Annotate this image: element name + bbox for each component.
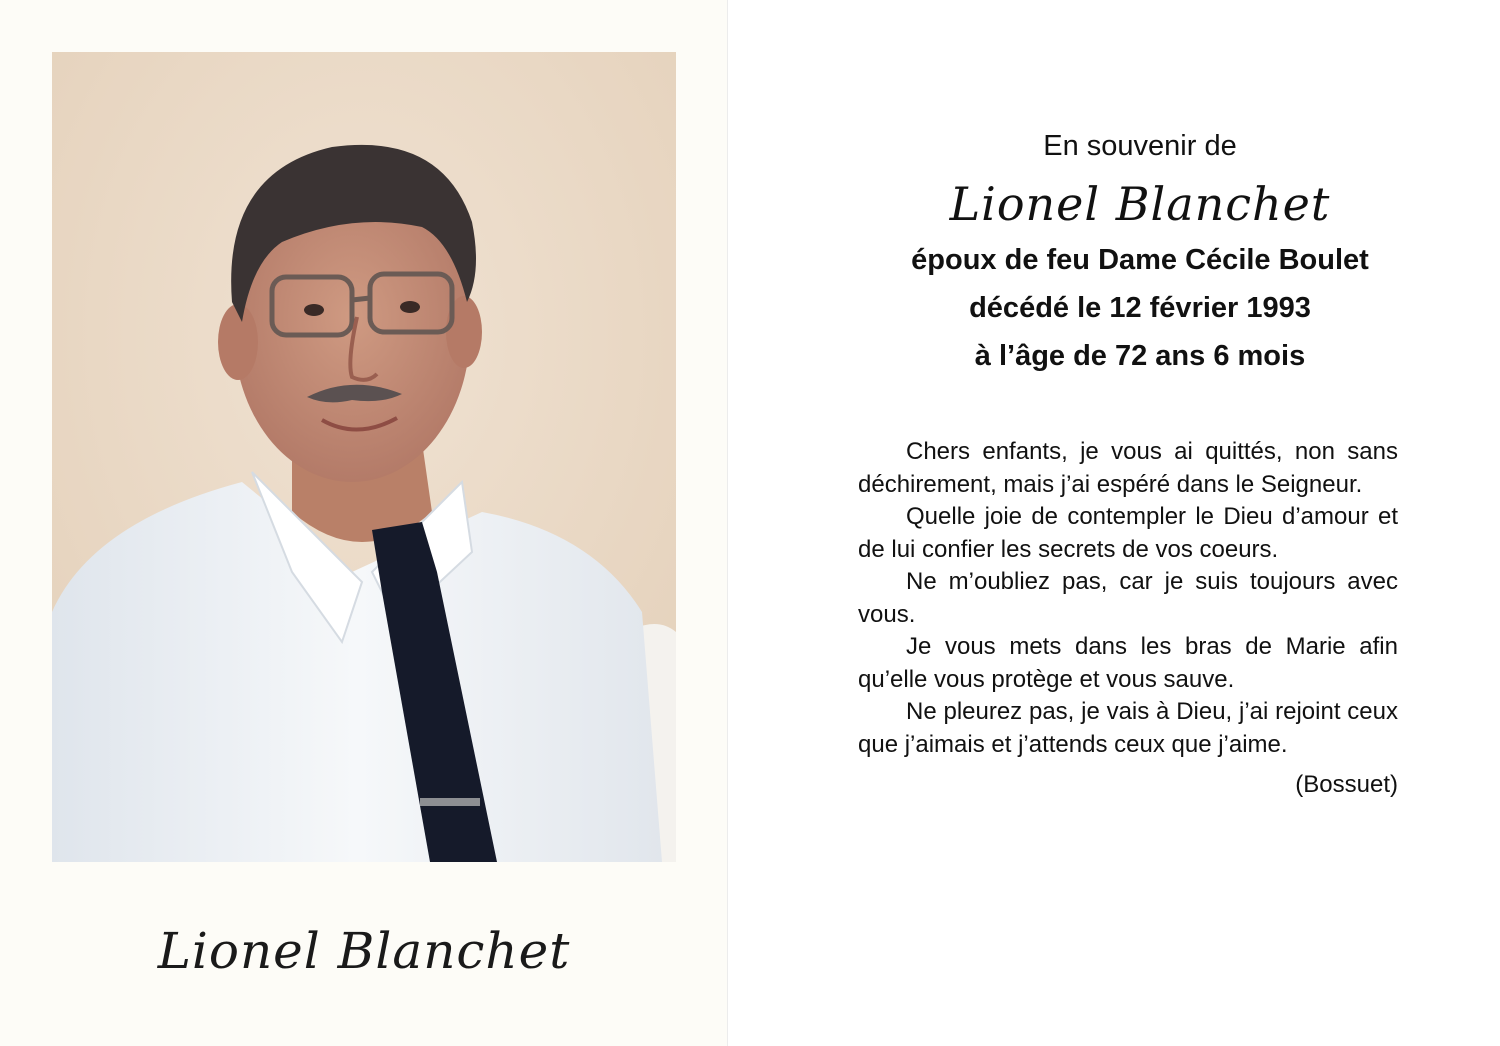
poem-paragraph: Je vous mets dans les bras de Marie afin qu’elle vous protège et vous sauve. (858, 633, 1398, 693)
death-date-line: décédé le 12 février 1993 (969, 292, 1311, 324)
poem-author: (Bossuet) (1295, 771, 1398, 798)
portrait-photo (52, 52, 676, 862)
poem (858, 436, 1398, 802)
memorial-header (840, 124, 1440, 380)
poem-paragraph: Ne pleurez pas, je vais à Dieu, j’ai rejoint ceux que j’aimais et j’attends ceux que j’aime. (858, 698, 1398, 758)
poem-paragraph: Ne m’oubliez pas, car je suis toujours avec vous. (858, 568, 1398, 628)
intro-line: En souvenir de (1043, 130, 1237, 162)
tie-clip (420, 798, 480, 806)
poem-paragraph: Quelle joie de contempler le Dieu d’amour et de lui confier les secrets de vos coeurs. (858, 503, 1398, 563)
portrait-illustration (52, 52, 676, 862)
photo-signature: Lionel Blanchet (157, 922, 571, 980)
spouse-line: époux de feu Dame Cécile Boulet (911, 244, 1369, 276)
text-card (790, 0, 1500, 1046)
deceased-name: Lionel Blanchet (949, 177, 1331, 231)
photo-card (0, 0, 728, 1046)
poem-paragraph: Chers enfants, je vous ai quittés, non sans déchirement, mais j’ai espéré dans le Seigneur. (858, 438, 1398, 498)
age-line: à l’âge de 72 ans 6 mois (974, 340, 1306, 372)
